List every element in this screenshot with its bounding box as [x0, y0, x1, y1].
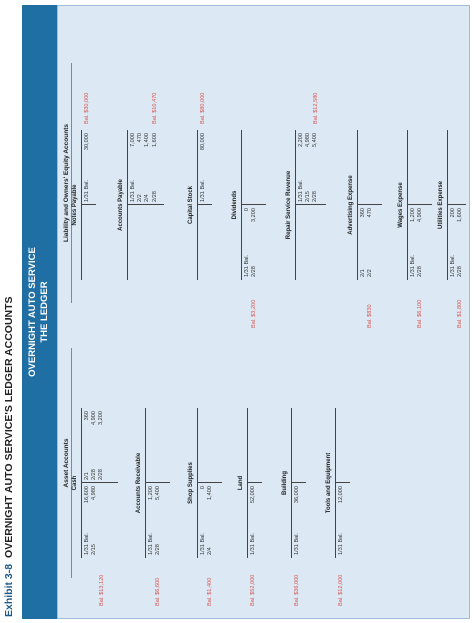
t-account-rule	[295, 130, 296, 280]
account-name: Wages Expense	[398, 182, 404, 228]
t-account-divider	[145, 482, 170, 483]
account-accounts-receivable	[136, 408, 170, 558]
t-account-divider	[357, 204, 382, 205]
account-tools-equipment	[326, 408, 350, 558]
t-account-rule	[81, 130, 82, 280]
account-advertising-expense	[348, 130, 382, 280]
t-account-divider	[241, 204, 266, 205]
account-balance: Bal. $6,600	[155, 577, 162, 606]
entry-date: 1/31 Bal.	[244, 254, 250, 277]
account-balance: Bal. $1,800	[457, 299, 464, 328]
credit-entry	[312, 133, 319, 202]
entry-date: 2/15	[91, 544, 98, 555]
entry-amount: 360	[84, 411, 90, 421]
entry-amount: 16,600	[84, 486, 90, 504]
entry-date: 2/1	[84, 472, 90, 480]
asset-section-heading: Asset Accounts	[63, 348, 72, 578]
exhibit-caption	[3, 296, 15, 617]
t-account-rule	[335, 408, 336, 558]
entry-date: 2/1	[360, 269, 366, 277]
entry-date: 2/4	[207, 547, 214, 555]
account-name: Dividends	[232, 190, 238, 220]
debit-entry	[244, 208, 251, 277]
debit-entry	[251, 208, 258, 277]
t-account-rule	[447, 130, 448, 280]
debit-entry	[450, 208, 457, 277]
account-name: Utilities Expense	[438, 180, 444, 230]
account-balance: Bal. $36,000	[294, 574, 301, 606]
entry-date: 2/28	[151, 191, 158, 202]
t-account-divider	[291, 482, 306, 483]
t-account-divider	[407, 204, 432, 205]
account-name: Repair Service Revenue	[286, 170, 292, 240]
credit-entry	[98, 411, 105, 480]
entry-amount: 4,900	[417, 208, 424, 222]
entry-amount: 2,200	[298, 133, 304, 147]
credit-entry	[91, 411, 98, 480]
entry-date: 1/31 Bal.	[410, 254, 416, 277]
account-name: Capital Stock	[188, 186, 194, 225]
entry-amount: 470	[137, 133, 144, 143]
debit-entry	[294, 486, 301, 555]
account-capital-stock	[188, 130, 212, 280]
t-account-rule	[407, 130, 408, 280]
account-land	[238, 408, 262, 558]
entry-amount: 12,000	[338, 486, 344, 504]
account-name: Advertising Expense	[348, 175, 354, 235]
entry-date: 1/31 Bal.	[338, 532, 344, 555]
entry-date: 2/28	[457, 266, 464, 277]
entry-amount: 200	[450, 208, 456, 218]
account-name: Cash	[72, 475, 78, 491]
t-account-divider	[197, 482, 222, 483]
entry-amount: 0	[200, 486, 206, 490]
t-account-divider	[247, 482, 262, 483]
entry-date: 2/28	[417, 266, 424, 277]
t-account-rule	[145, 408, 146, 558]
exhibit-label: Exhibit 3-8	[3, 563, 15, 617]
entry-amount: 1,400	[144, 133, 151, 147]
credit-entry	[152, 133, 159, 202]
account-building	[282, 408, 306, 558]
t-account-divider	[335, 482, 350, 483]
entry-date: 1/31 Bal.	[450, 254, 456, 277]
entry-date: 2/28	[251, 266, 258, 277]
debit-entry	[457, 208, 464, 277]
entry-amount: 4,980	[91, 486, 98, 500]
entry-date: 2/28	[98, 469, 105, 480]
account-balance: Bal. $80,000	[200, 92, 207, 124]
company-name: OVERNIGHT AUTO SERVICE	[27, 247, 38, 377]
entry-date: 1/31 Bal.	[148, 532, 154, 555]
entry-amount: 4,980	[305, 133, 312, 147]
entry-date: 1/31 Bal.	[200, 179, 206, 202]
entry-amount: 30,000	[84, 133, 90, 151]
t-account-rule	[127, 130, 128, 280]
entry-amount: 470	[367, 208, 374, 218]
credit-entry	[144, 133, 151, 202]
debit-entry	[338, 486, 345, 555]
account-balance: Bal. $12,580	[312, 92, 319, 124]
exhibit-title: OVERNIGHT AUTO SERVICE'S LEDGER ACCOUNTS	[3, 296, 15, 558]
entry-date: 2/28	[312, 191, 319, 202]
entry-amount: 3,200	[98, 411, 105, 425]
entry-date: 2/2	[367, 269, 374, 277]
account-name: Land	[238, 475, 244, 491]
ledger-banner	[22, 5, 57, 619]
entry-amount: 3,200	[251, 208, 258, 222]
entry-date: 2/2	[137, 194, 144, 202]
account-balance: Bal. $12,000	[338, 574, 345, 606]
account-balance: Bal. $13,120	[98, 574, 105, 606]
account-balance: Bal. $3,200	[251, 299, 258, 328]
account-dividends	[232, 130, 266, 280]
entry-date: 1/31 Bal.	[200, 532, 206, 555]
t-account-rule	[357, 130, 358, 280]
ledger-panel	[57, 5, 470, 619]
entry-date: 1/31 Bal.	[84, 179, 90, 202]
t-account-divider	[197, 204, 212, 205]
t-account-rule	[197, 130, 198, 280]
account-name: Tools and Equipment	[326, 452, 332, 514]
t-account-rule	[241, 130, 242, 280]
entry-amount: 1,400	[207, 486, 214, 500]
account-balance: Bal. $10,470	[151, 92, 158, 124]
t-account-rule	[81, 408, 82, 558]
account-name: Accounts Payable	[118, 179, 124, 231]
t-account-divider	[127, 204, 164, 205]
credit-entry	[84, 133, 91, 202]
entry-date: 1/31 Bal.	[294, 532, 300, 555]
credit-entry	[130, 133, 137, 202]
account-utilities-expense	[438, 130, 466, 280]
entry-amount: 5,400	[312, 133, 319, 147]
credit-entry	[298, 133, 305, 202]
account-name: Shop Supplies	[188, 462, 194, 504]
t-account-divider	[81, 482, 118, 483]
entry-amount: 1,600	[151, 133, 158, 147]
debit-entry	[200, 486, 207, 555]
entry-date: 1/31 Bal.	[298, 179, 304, 202]
account-balance: Bal. $6,100	[417, 299, 424, 328]
account-shop-supplies	[188, 408, 222, 558]
entry-amount: 80,000	[200, 133, 206, 151]
t-account-divider	[295, 204, 326, 205]
entry-amount: 52,000	[250, 486, 256, 504]
account-balance: Bal. $1,400	[207, 577, 214, 606]
credit-entry	[84, 411, 91, 480]
credit-entry	[200, 133, 207, 202]
entry-amount: 1,600	[457, 208, 464, 222]
entry-amount: 0	[244, 208, 250, 212]
entry-amount: 360	[360, 208, 366, 218]
entry-amount: 36,000	[294, 486, 300, 504]
entry-date: 2/15	[305, 191, 312, 202]
entry-amount: 7,000	[130, 133, 136, 147]
debit-entry	[148, 486, 155, 555]
debit-entry	[91, 486, 98, 555]
t-account-divider	[81, 204, 96, 205]
t-account-rule	[197, 408, 198, 558]
entry-amount: 5,400	[155, 486, 162, 500]
account-accounts-payable	[118, 130, 164, 280]
entry-amount: 1,200	[410, 208, 416, 222]
entry-amount: 1,200	[148, 486, 154, 500]
debit-entry	[84, 486, 91, 555]
account-notes-payable	[72, 130, 96, 280]
account-balance: Bal. $30,000	[84, 92, 91, 124]
entry-date: 2/4	[144, 194, 151, 202]
credit-entry	[305, 133, 312, 202]
entry-amount: 4,900	[91, 411, 98, 425]
debit-entry	[155, 486, 162, 555]
entry-date: 2/28	[91, 469, 98, 480]
account-balance: Bal. $52,000	[250, 574, 257, 606]
debit-entry	[360, 208, 367, 277]
entry-date: 1/31 Bal.	[84, 532, 90, 555]
t-account-rule	[291, 408, 292, 558]
account-balance: Bal. $830	[367, 304, 374, 328]
liability-equity-section-heading: Liability and Owners' Equity Accounts	[63, 63, 72, 303]
debit-entry	[207, 486, 214, 555]
account-cash	[72, 408, 118, 558]
entry-date: 1/31 Bal.	[250, 532, 256, 555]
account-wages-expense	[398, 130, 432, 280]
entry-date: 1/31 Bal.	[130, 179, 136, 202]
credit-entry	[137, 133, 144, 202]
debit-entry	[410, 208, 417, 277]
account-name: Notes Payable	[72, 184, 78, 226]
t-account-divider	[447, 204, 466, 205]
debit-entry	[367, 208, 374, 277]
entry-date: 2/28	[155, 544, 162, 555]
debit-entry	[417, 208, 424, 277]
debit-entry	[250, 486, 257, 555]
ledger-subtitle: THE LEDGER	[38, 281, 50, 343]
t-account-rule	[247, 408, 248, 558]
account-name: Accounts Receivable	[136, 452, 142, 514]
account-repair-revenue	[286, 130, 326, 280]
account-name: Building	[282, 471, 288, 495]
